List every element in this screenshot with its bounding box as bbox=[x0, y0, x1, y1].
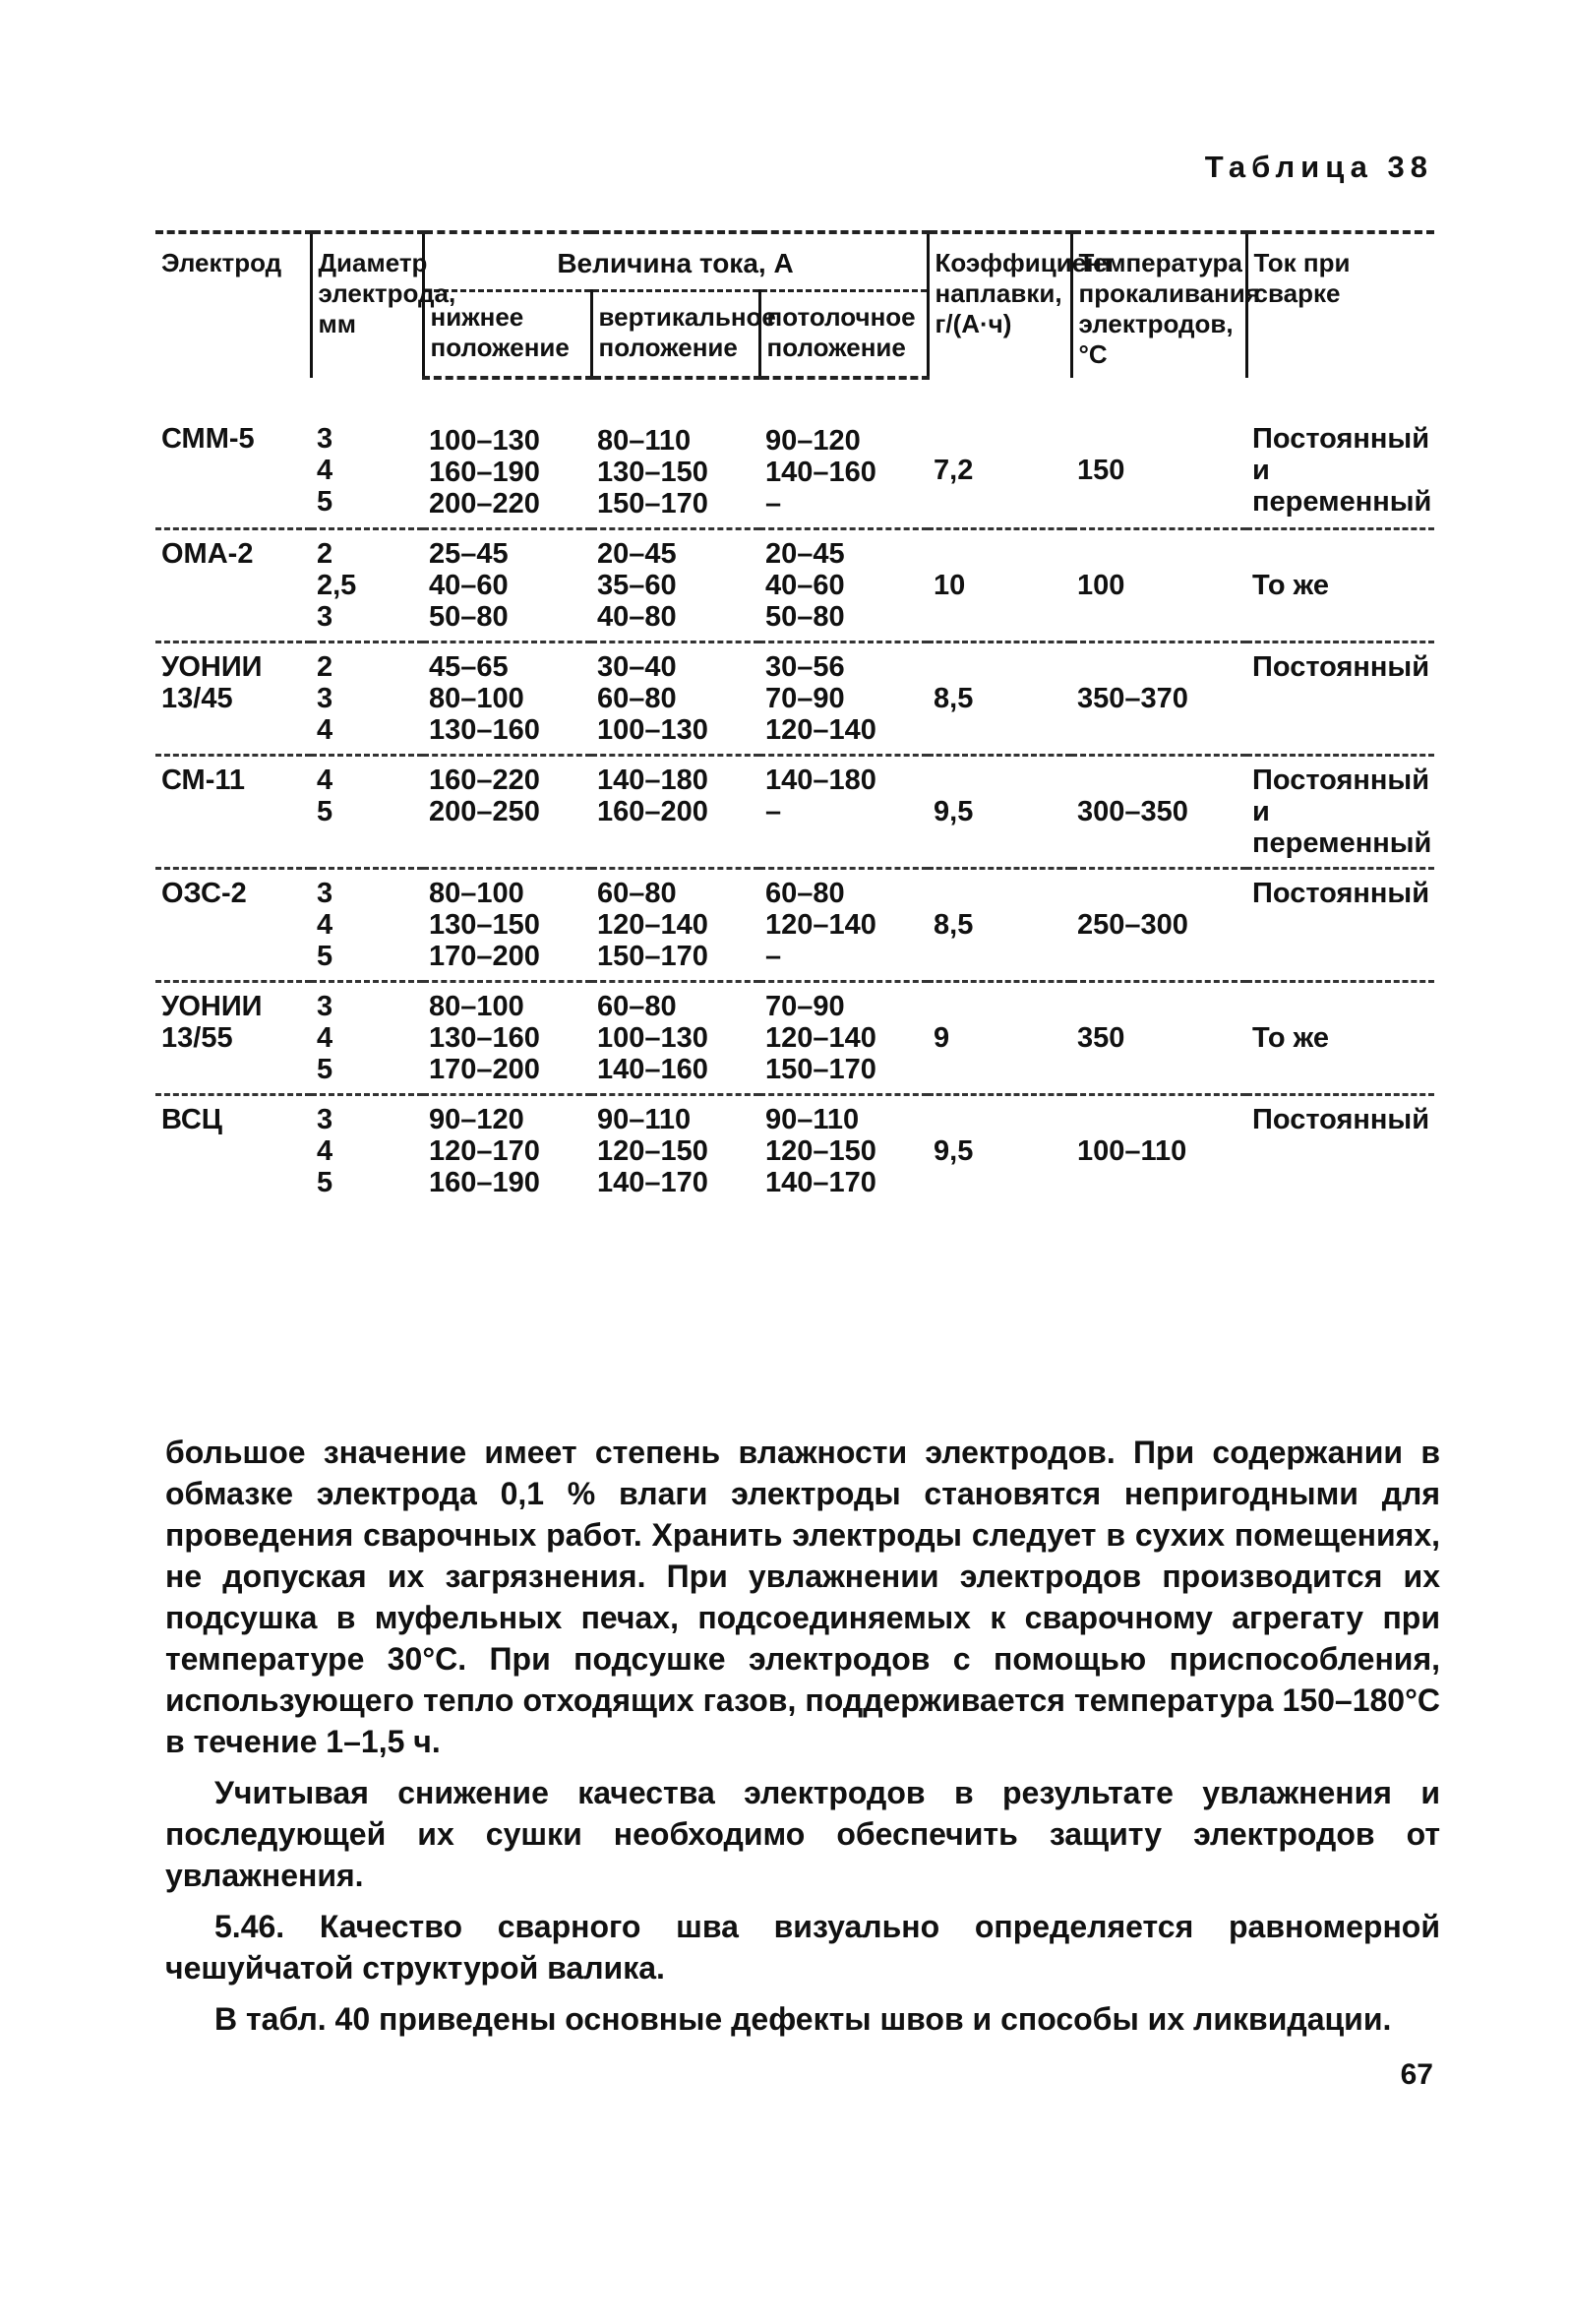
header-current-lower: нижнее положение bbox=[423, 291, 591, 378]
cell-current-ceiling: 20–45 40–60 50–80 bbox=[759, 529, 928, 642]
cell-current-vertical: 140–180 160–200 bbox=[591, 756, 759, 869]
cell-current-lower: 25–45 40–60 50–80 bbox=[423, 529, 591, 642]
cell-coefficient: 7,2 bbox=[928, 378, 1071, 529]
cell-temperature: 150 bbox=[1071, 378, 1246, 529]
cell-diameters: 3 4 5 bbox=[311, 982, 423, 1095]
paragraph: 5.46. Качество сварного шва визуально определяется равномерной чешуйчатой структурой валика. bbox=[165, 1909, 1440, 1986]
body-text bbox=[165, 1432, 1440, 2049]
cell-diameters: 4 5 bbox=[311, 756, 423, 869]
cell-current-vertical: 60–80 100–130 140–160 bbox=[591, 982, 759, 1095]
table-row bbox=[155, 756, 1434, 869]
table-row bbox=[155, 642, 1434, 756]
cell-current-lower: 80–100 130–150 170–200 bbox=[423, 869, 591, 982]
cell-electrode: ОМА-2 bbox=[155, 529, 311, 642]
cell-current-ceiling: 90–120 140–160 – bbox=[759, 378, 928, 529]
cell-diameters: 3 4 5 bbox=[317, 1104, 333, 1198]
cell-coefficient: 9 bbox=[928, 982, 1071, 1095]
header-diameter: Диаметр электрода, мм bbox=[311, 232, 423, 378]
cell-current-vertical: 80–110 130–150 150–170 bbox=[591, 378, 759, 529]
cell-diameters: 2 3 4 bbox=[311, 642, 423, 756]
header-welding-current: Ток при сварке bbox=[1246, 232, 1434, 378]
cell-welding-current: Постоянный и переменный bbox=[1246, 378, 1434, 529]
header-electrode: Электрод bbox=[155, 232, 311, 378]
electrode-table bbox=[155, 230, 1434, 1206]
cell-diameters: 2 2,5 3 bbox=[311, 529, 423, 642]
cell-electrode: УОНИИ 13/45 bbox=[155, 642, 311, 756]
paragraph: Учитывая снижение качества электродов в результате увлажнения и последующей их сушки необходимо обеспечить защиту электродов от увлажнения. bbox=[165, 1775, 1440, 1893]
table-row bbox=[155, 378, 1434, 529]
cell-current-vertical: 30–40 60–80 100–130 bbox=[591, 642, 759, 756]
cell-temperature: 100–110 bbox=[1077, 1135, 1187, 1167]
cell-welding-current: То же bbox=[1246, 982, 1434, 1095]
cell-coefficient: 8,5 bbox=[928, 642, 1071, 756]
cell-coefficient: 8,5 bbox=[928, 869, 1071, 982]
cell-current-ceiling: 70–90 120–140 150–170 bbox=[759, 982, 928, 1095]
table-row bbox=[155, 982, 1434, 1095]
cell-current-ceiling: 30–56 70–90 120–140 bbox=[759, 642, 928, 756]
cell-current-ceiling: 60–80 120–140 – bbox=[759, 869, 928, 982]
cell-current-lower: 45–65 80–100 130–160 bbox=[423, 642, 591, 756]
cell-electrode: СМ-11 bbox=[155, 756, 311, 869]
table-row bbox=[155, 1095, 1434, 1207]
cell-welding-current: То же bbox=[1246, 529, 1434, 642]
cell-electrode: ВСЦ bbox=[161, 1104, 222, 1135]
cell-temperature: 300–350 bbox=[1071, 756, 1246, 869]
cell-current-lower: 100–130 160–190 200–220 bbox=[423, 378, 591, 529]
cell-current-lower: 90–120 120–170 160–190 bbox=[429, 1104, 540, 1198]
header-current-ceiling: потолочное положение bbox=[759, 291, 928, 378]
cell-coefficient: 9,5 bbox=[928, 756, 1071, 869]
paragraph: В табл. 40 приведены основные дефекты швов и способы их ликвидации. bbox=[214, 2001, 1392, 2037]
table-caption: Таблица 38 bbox=[1204, 150, 1433, 184]
cell-welding-current: Постоянный bbox=[1246, 869, 1434, 982]
header-current-vertical: вертикальное положение bbox=[591, 291, 759, 378]
cell-coefficient: 10 bbox=[928, 529, 1071, 642]
page-number: 67 bbox=[1400, 2058, 1433, 2091]
cell-current-ceiling: 140–180 – bbox=[759, 756, 928, 869]
cell-current-vertical: 60–80 120–140 150–170 bbox=[591, 869, 759, 982]
cell-diameters: 3 4 5 bbox=[311, 869, 423, 982]
cell-temperature: 350 bbox=[1071, 982, 1246, 1095]
table-row bbox=[155, 529, 1434, 642]
cell-electrode: СММ-5 bbox=[155, 378, 311, 529]
cell-current-ceiling: 90–110 120–150 140–170 bbox=[765, 1104, 876, 1198]
cell-welding-current: Постоянный bbox=[1246, 642, 1434, 756]
header-coefficient: Коэффициент наплавки, г/(А·ч) bbox=[928, 232, 1071, 378]
cell-diameters: 3 4 5 bbox=[311, 378, 423, 529]
paragraph: большое значение имеет степень влажности электродов. При содержании в обмазке электрода 0,1 % влаги электроды становятся непригодными для проведения сварочных работ. Хранить электроды следует в сухих помещениях, не допуская их загрязнения. При увлажнении электродов производится их подсушка в муфельных печах, подсоединяемых к сварочному агрегату при температуре 30°С. При подсушке электродов с помощью приспособления, использующего тепло отходящих газов, поддерживается температура 150–180°С в течение 1–1,5 ч. bbox=[165, 1435, 1440, 1759]
cell-electrode: ОЗС-2 bbox=[155, 869, 311, 982]
header-current-group: Величина тока, А bbox=[423, 232, 928, 291]
header-temperature: Температура прокаливания электродов, °С bbox=[1071, 232, 1246, 378]
cell-temperature: 350–370 bbox=[1071, 642, 1246, 756]
table-row bbox=[155, 869, 1434, 982]
cell-coefficient: 9,5 bbox=[934, 1135, 974, 1167]
cell-current-lower: 160–220 200–250 bbox=[423, 756, 591, 869]
cell-current-vertical: 20–45 35–60 40–80 bbox=[591, 529, 759, 642]
cell-temperature: 250–300 bbox=[1071, 869, 1246, 982]
cell-temperature: 100 bbox=[1071, 529, 1246, 642]
cell-welding-current: Постоянный bbox=[1252, 1104, 1430, 1135]
cell-welding-current: Постоянный и переменный bbox=[1246, 756, 1434, 869]
cell-electrode: УОНИИ 13/55 bbox=[155, 982, 311, 1095]
cell-current-lower: 80–100 130–160 170–200 bbox=[423, 982, 591, 1095]
cell-current-vertical: 90–110 120–150 140–170 bbox=[597, 1104, 708, 1198]
